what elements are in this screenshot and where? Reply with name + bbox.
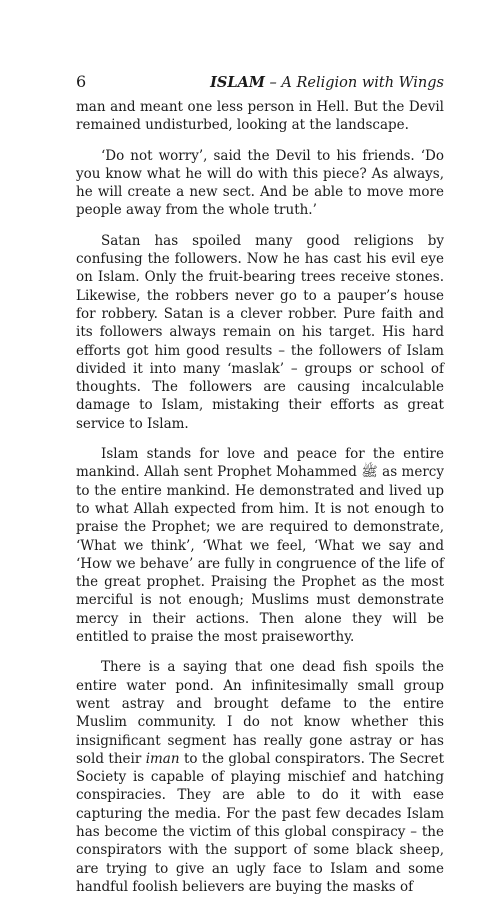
page-number: 6 (76, 72, 87, 91)
page-header (76, 72, 444, 91)
paragraph-dead-fish (76, 658, 444, 896)
paragraph-devil-speech: ‘Do not worry’, said the Devil to his friends. ‘Do you know what he will do with this piece? As always, he will create a new sect. And be able to move more people away from the whole truth.’ (76, 147, 444, 219)
running-head-separator: – (264, 75, 282, 91)
paragraph-islam-love: Islam stands for love and peace for the entire mankind. Allah sent Prophet Mohammed ﷺ as mercy to the entire mankind. He demonstrated and lived up to what Allah expected from him. It is not enough to praise the Prophet; we are required to demonstrate, ‘What we think’, ‘What we feel, ‘What we say and ‘How we behave’ are fully in congruence of the life of the great prophet. Praising the Prophet as the most merciful is not enough; Muslims must demonstrate mercy in their actions. Then alone they will be entitled to praise the most praiseworthy. (76, 446, 444, 646)
paragraph-dead-fish-part-1: There is a saying that one dead fish spoils the entire water pond. An infinitesimally small group went astray and brought defame to the entire Muslim community. I do not know whether this insignificant segment has really gone astray or has sold their (76, 659, 444, 767)
running-head-title: ISLAM (210, 74, 265, 91)
paragraph-satan: Satan has spoiled many good religions by confusing the followers. Now he has cast his evil eye on Islam. Only the fruit-bearing trees receive stones. Likewise, the robbers never go to a pauper’s house for robbery. Satan is a clever robber. Pure faith and its followers always remain on his target. His hard efforts got him good results – the followers of Islam divided it into many ‘maslak’ – groups or school of thoughts. The followers are causing incalculable damage to Islam, mistaking their efforts as great service to Islam. (76, 232, 444, 432)
body-text (76, 98, 444, 908)
paragraph-continued: man and meant one less person in Hell. But the Devil remained undisturbed, looking at the landscape. (76, 99, 444, 134)
iman-term: iman (145, 750, 180, 767)
running-head-subtitle: A Religion with Wings (281, 75, 444, 91)
running-head (210, 74, 444, 91)
paragraph-dead-fish-part-2: to the global conspirators. The Secret Society is capable of playing mischief and hatching conspiracies. They are able to do it with ease capturing the media. For the past few decades Islam has become the victim of this global conspiracy – the conspirators with the support of some black sheep, are trying to give an ugly face to Islam and some handful foolish believers are buying the masks of (76, 750, 445, 895)
